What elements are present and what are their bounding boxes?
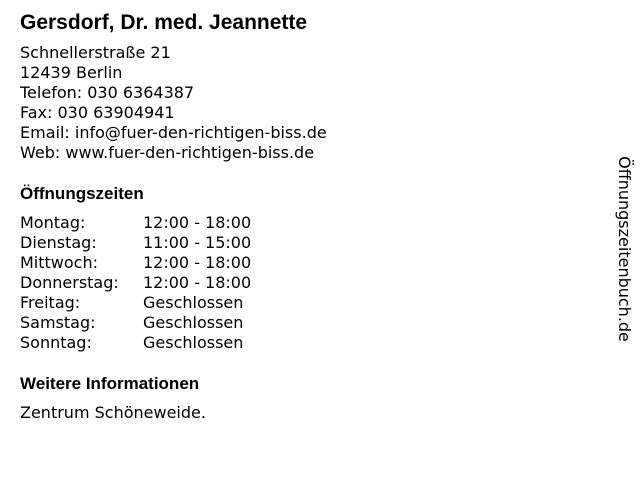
city-address: 12439 Berlin bbox=[20, 63, 123, 82]
brand-label: Öffnungszeitenbuch.de bbox=[615, 156, 635, 342]
hours-row-wednesday bbox=[20, 253, 320, 273]
day-label: Montag: bbox=[20, 213, 86, 232]
street-address: Schnellerstraße 21 bbox=[20, 43, 171, 62]
hours-row-sunday bbox=[20, 333, 320, 353]
hours-row-saturday bbox=[20, 313, 320, 333]
time-value: 12:00 - 18:00 bbox=[143, 213, 252, 232]
day-label: Samstag: bbox=[20, 313, 96, 332]
day-label: Dienstag: bbox=[20, 233, 97, 252]
time-value: 12:00 - 18:00 bbox=[143, 273, 252, 292]
email-address: Email: info@fuer-den-richtigen-biss.de bbox=[20, 123, 327, 142]
phone-number: Telefon: 030 6364387 bbox=[20, 83, 195, 102]
day-label: Sonntag: bbox=[20, 333, 92, 352]
brand-watermark bbox=[612, 133, 636, 365]
day-label: Mittwoch: bbox=[20, 253, 98, 272]
further-info-text: Zentrum Schöneweide. bbox=[20, 403, 206, 422]
page-title: Gersdorf, Dr. med. Jeannette bbox=[20, 11, 308, 34]
time-value: Geschlossen bbox=[143, 313, 244, 332]
time-value: 11:00 - 15:00 bbox=[143, 233, 252, 252]
opening-hours-table bbox=[20, 213, 320, 353]
hours-row-tuesday bbox=[20, 233, 320, 253]
hours-row-thursday bbox=[20, 273, 320, 293]
hours-row-monday bbox=[20, 213, 320, 233]
further-info-heading: Weitere Informationen bbox=[20, 374, 200, 393]
contact-block bbox=[20, 43, 327, 163]
hours-row-friday bbox=[20, 293, 320, 313]
day-label: Donnerstag: bbox=[20, 273, 119, 292]
opening-hours-heading: Öffnungszeiten bbox=[20, 184, 144, 203]
time-value: Geschlossen bbox=[143, 333, 244, 352]
day-label: Freitag: bbox=[20, 293, 81, 312]
website-address: Web: www.fuer-den-richtigen-biss.de bbox=[20, 143, 315, 162]
time-value: 12:00 - 18:00 bbox=[143, 253, 252, 272]
time-value: Geschlossen bbox=[143, 293, 244, 312]
fax-number: Fax: 030 63904941 bbox=[20, 103, 175, 122]
